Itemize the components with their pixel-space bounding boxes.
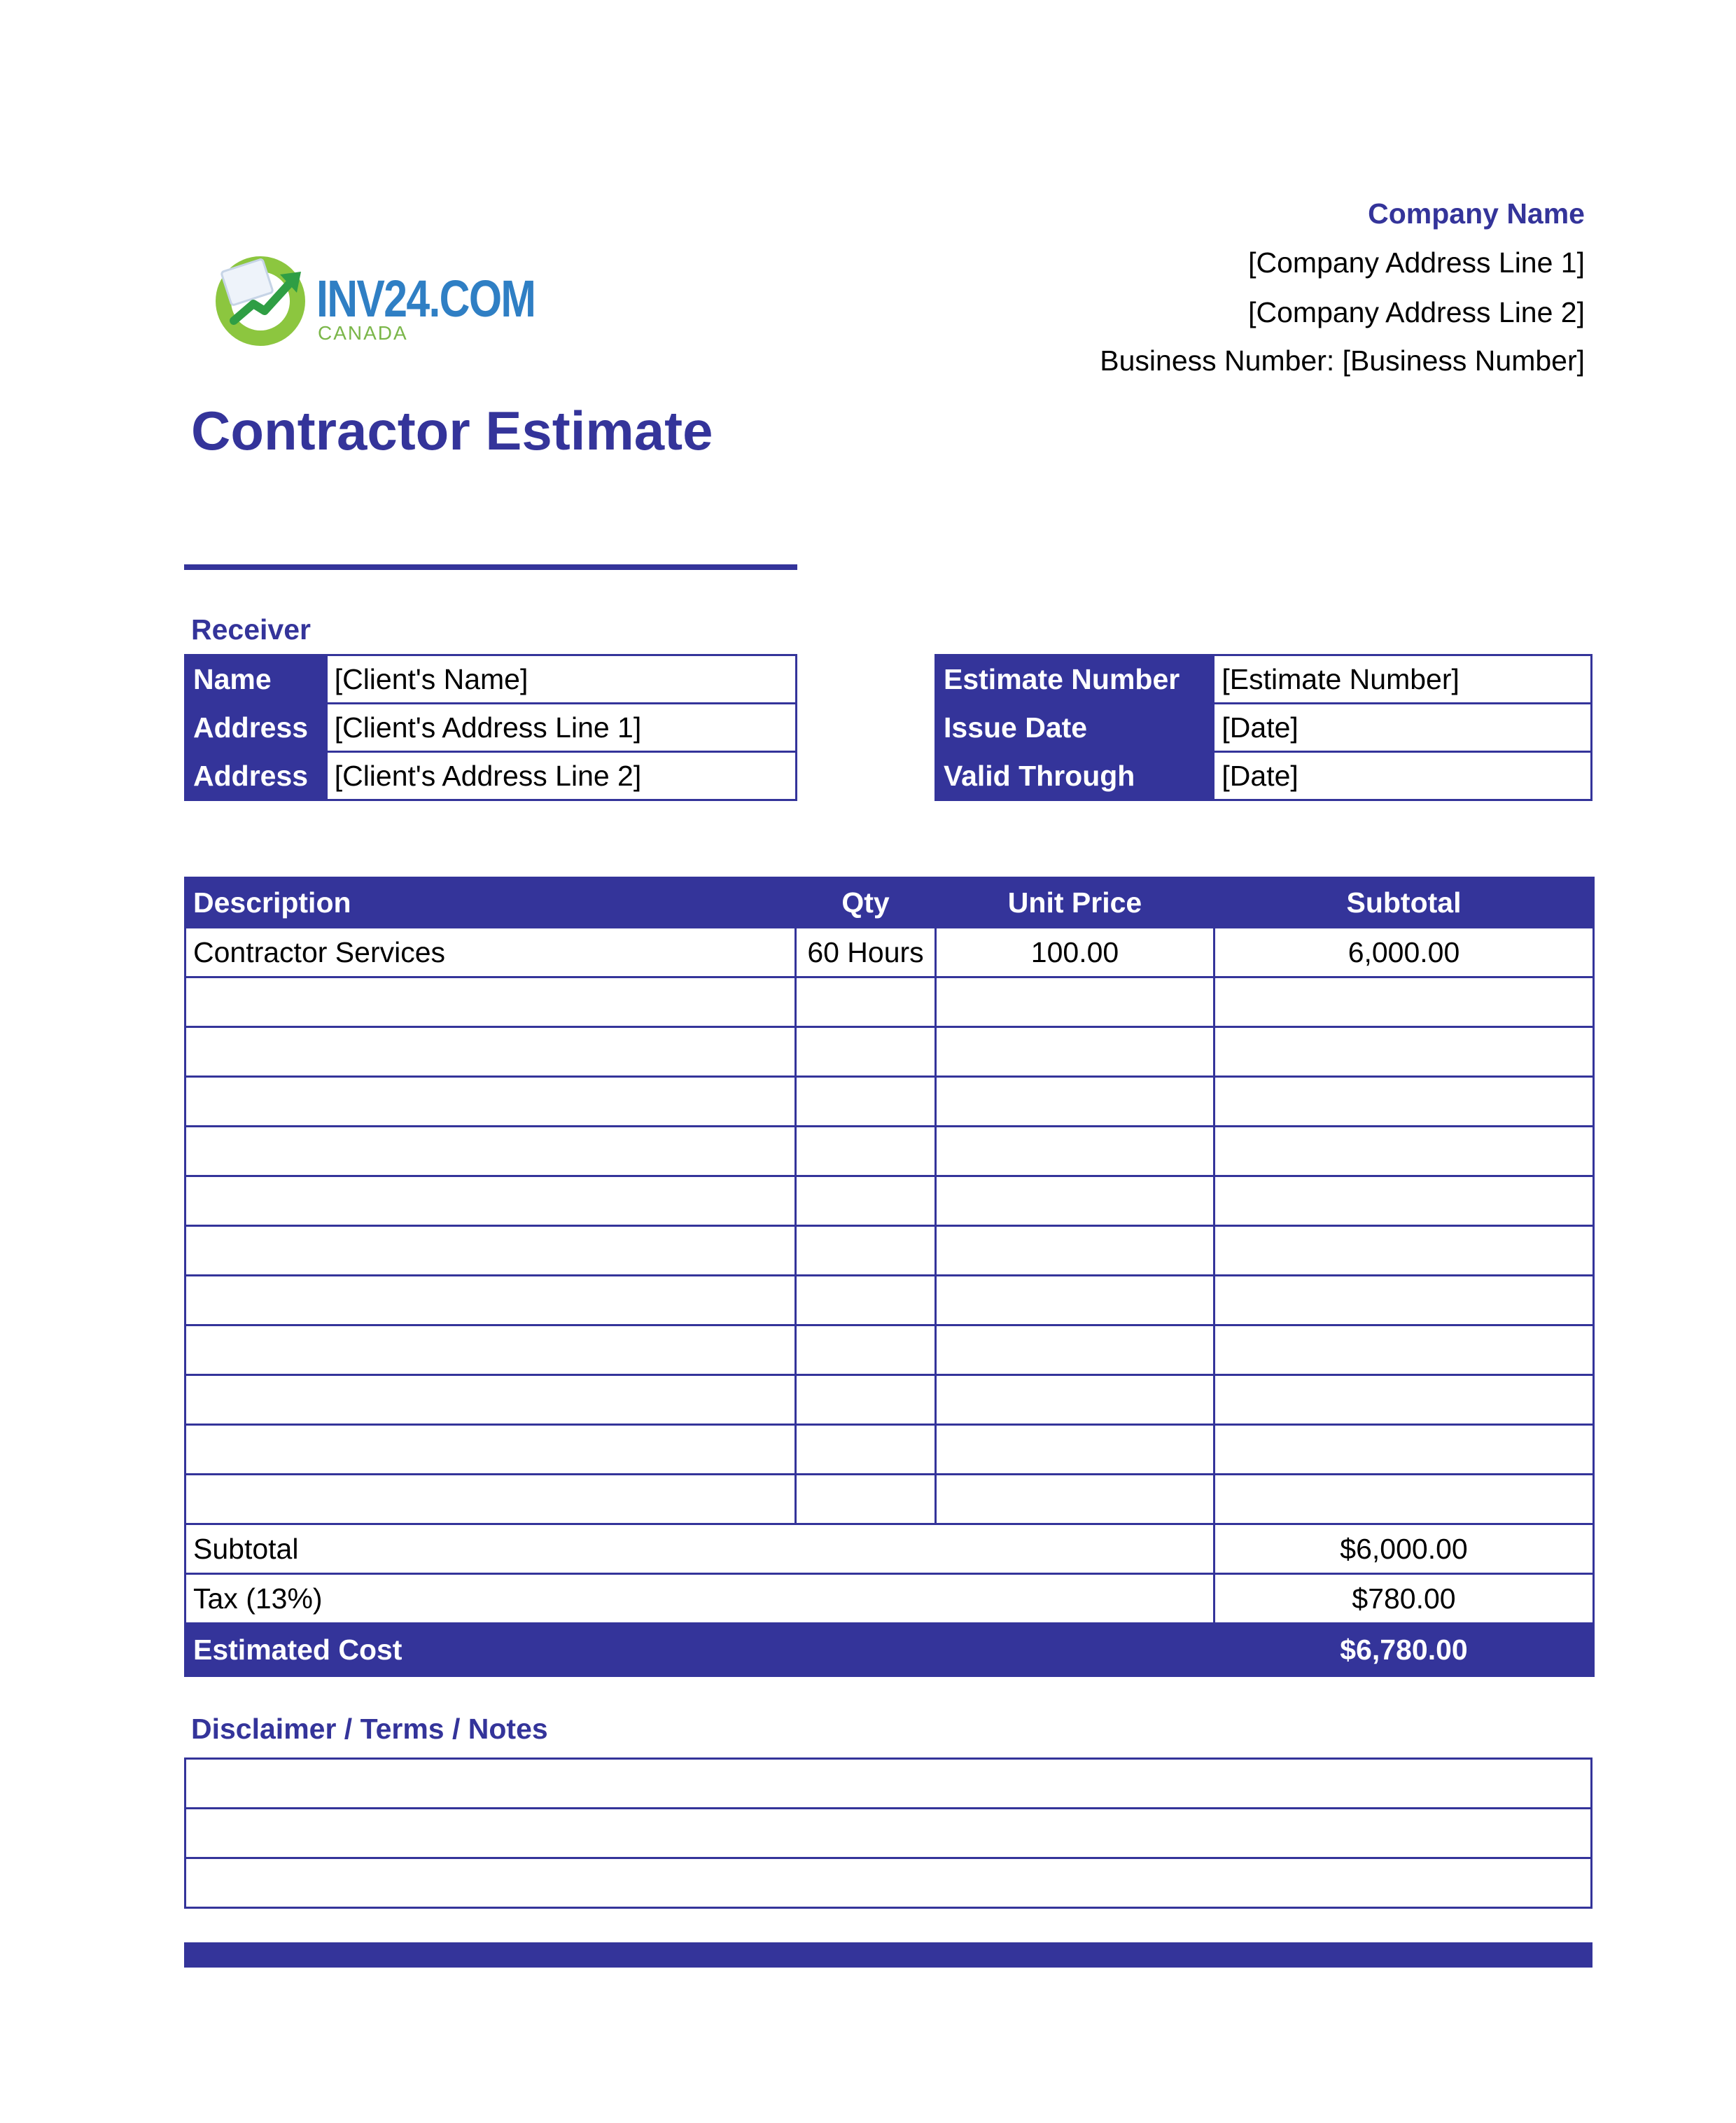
item-unit-price-cell[interactable] xyxy=(936,1475,1214,1524)
tax-row xyxy=(186,1574,1594,1624)
subtotal-row xyxy=(186,1524,1594,1574)
notes-label: Disclaimer / Terms / Notes xyxy=(191,1713,548,1745)
table-row xyxy=(186,1027,1594,1077)
valid-through-row xyxy=(936,752,1592,800)
item-subtotal-cell[interactable] xyxy=(1214,1027,1594,1077)
item-subtotal-cell[interactable] xyxy=(1214,1325,1594,1375)
item-qty-cell[interactable] xyxy=(796,1475,936,1524)
table-row xyxy=(186,1077,1594,1127)
item-qty-cell[interactable] xyxy=(796,1425,936,1475)
item-description-cell[interactable] xyxy=(186,1127,796,1176)
estimate-info-table xyxy=(934,654,1592,801)
item-description-cell[interactable] xyxy=(186,1325,796,1375)
receiver-row-address-1 xyxy=(186,704,797,752)
item-qty-cell[interactable] xyxy=(796,1375,936,1425)
item-description-cell[interactable]: Contractor Services xyxy=(186,928,796,977)
receiver-row-address-2 xyxy=(186,752,797,800)
company-name: Company Name xyxy=(1368,197,1585,230)
item-subtotal-cell[interactable] xyxy=(1214,1276,1594,1325)
company-address-line-2: [Company Address Line 2] xyxy=(1248,296,1585,328)
header-subtotal: Subtotal xyxy=(1214,878,1594,928)
item-subtotal-cell[interactable] xyxy=(1214,1475,1594,1524)
notes-line-2[interactable] xyxy=(186,1809,1592,1858)
subtotal-value: $6,000.00 xyxy=(1214,1524,1594,1574)
item-description-cell[interactable] xyxy=(186,1226,796,1276)
valid-through-field[interactable]: [Date] xyxy=(1214,752,1592,800)
item-description-cell[interactable] xyxy=(186,1077,796,1127)
issue-date-row xyxy=(936,704,1592,752)
item-unit-price-cell[interactable] xyxy=(936,1325,1214,1375)
subtotal-label: Subtotal xyxy=(186,1524,1214,1574)
item-unit-price-cell[interactable] xyxy=(936,1127,1214,1176)
table-row xyxy=(186,1325,1594,1375)
receiver-table xyxy=(184,654,797,801)
item-qty-cell[interactable] xyxy=(796,1176,936,1226)
item-qty-cell[interactable] xyxy=(796,1325,936,1375)
footer-bar xyxy=(184,1942,1592,1968)
item-unit-price-cell[interactable] xyxy=(936,1276,1214,1325)
item-unit-price-cell[interactable] xyxy=(936,977,1214,1027)
receiver-name-field[interactable]: [Client's Name] xyxy=(326,655,796,704)
item-subtotal-cell[interactable] xyxy=(1214,1226,1594,1276)
item-qty-cell[interactable] xyxy=(796,1027,936,1077)
title-divider xyxy=(184,564,797,570)
receiver-label: Receiver xyxy=(191,613,311,646)
item-description-cell[interactable] xyxy=(186,1027,796,1077)
receiver-address-1-label: Address xyxy=(186,704,327,752)
company-address-line-1: [Company Address Line 1] xyxy=(1248,246,1585,279)
tax-value: $780.00 xyxy=(1214,1574,1594,1624)
table-row xyxy=(186,1276,1594,1325)
receiver-address-2-label: Address xyxy=(186,752,327,800)
issue-date-label: Issue Date xyxy=(936,704,1214,752)
item-unit-price-cell[interactable]: 100.00 xyxy=(936,928,1214,977)
item-description-cell[interactable] xyxy=(186,1425,796,1475)
item-description-cell[interactable] xyxy=(186,977,796,1027)
header-description: Description xyxy=(186,878,796,928)
receiver-address-2-field[interactable]: [Client's Address Line 2] xyxy=(326,752,796,800)
item-qty-cell[interactable] xyxy=(796,1226,936,1276)
item-subtotal-cell[interactable] xyxy=(1214,1176,1594,1226)
receiver-row-name xyxy=(186,655,797,704)
receiver-name-label: Name xyxy=(186,655,327,704)
notes-line-1[interactable] xyxy=(186,1759,1592,1809)
item-unit-price-cell[interactable] xyxy=(936,1375,1214,1425)
table-row xyxy=(186,1226,1594,1276)
items-header-row xyxy=(186,878,1594,928)
item-description-cell[interactable] xyxy=(186,1375,796,1425)
item-subtotal-cell[interactable] xyxy=(1214,1425,1594,1475)
logo-subtext: CANADA xyxy=(318,322,408,344)
item-qty-cell[interactable]: 60 Hours xyxy=(796,928,936,977)
table-row xyxy=(186,928,1594,977)
item-unit-price-cell[interactable] xyxy=(936,1226,1214,1276)
estimate-number-field[interactable]: [Estimate Number] xyxy=(1214,655,1592,704)
item-qty-cell[interactable] xyxy=(796,1077,936,1127)
item-subtotal-cell[interactable] xyxy=(1214,1127,1594,1176)
item-qty-cell[interactable] xyxy=(796,1276,936,1325)
page-title: Contractor Estimate xyxy=(191,400,713,461)
item-unit-price-cell[interactable] xyxy=(936,1027,1214,1077)
notes-line-3[interactable] xyxy=(186,1858,1592,1908)
table-row xyxy=(186,1425,1594,1475)
header-qty: Qty xyxy=(796,878,936,928)
item-description-cell[interactable] xyxy=(186,1276,796,1325)
receiver-address-1-field[interactable]: [Client's Address Line 1] xyxy=(326,704,796,752)
item-unit-price-cell[interactable] xyxy=(936,1077,1214,1127)
item-description-cell[interactable] xyxy=(186,1475,796,1524)
item-subtotal-cell[interactable] xyxy=(1214,1375,1594,1425)
table-row xyxy=(186,977,1594,1027)
header-unit-price: Unit Price xyxy=(936,878,1214,928)
item-subtotal-cell[interactable] xyxy=(1214,1077,1594,1127)
table-row xyxy=(186,1475,1594,1524)
item-qty-cell[interactable] xyxy=(796,1127,936,1176)
item-unit-price-cell[interactable] xyxy=(936,1425,1214,1475)
estimate-number-row xyxy=(936,655,1592,704)
estimated-cost-row xyxy=(186,1624,1594,1676)
notes-table xyxy=(184,1757,1592,1909)
items-table xyxy=(184,877,1595,1677)
estimate-number-label: Estimate Number xyxy=(936,655,1214,704)
tax-label: Tax (13%) xyxy=(186,1574,1214,1624)
estimated-cost-label: Estimated Cost xyxy=(186,1624,1214,1676)
logo-text: INV24.COM xyxy=(316,270,536,328)
item-subtotal-cell[interactable]: 6,000.00 xyxy=(1214,928,1594,977)
issue-date-field[interactable]: [Date] xyxy=(1214,704,1592,752)
item-subtotal-cell[interactable] xyxy=(1214,977,1594,1027)
table-row xyxy=(186,1127,1594,1176)
business-number: Business Number: [Business Number] xyxy=(1100,344,1585,377)
item-description-cell[interactable] xyxy=(186,1176,796,1226)
valid-through-label: Valid Through xyxy=(936,752,1214,800)
item-qty-cell[interactable] xyxy=(796,977,936,1027)
table-row xyxy=(186,1176,1594,1226)
item-unit-price-cell[interactable] xyxy=(936,1176,1214,1226)
estimated-cost-value: $6,780.00 xyxy=(1214,1624,1594,1676)
table-row xyxy=(186,1375,1594,1425)
